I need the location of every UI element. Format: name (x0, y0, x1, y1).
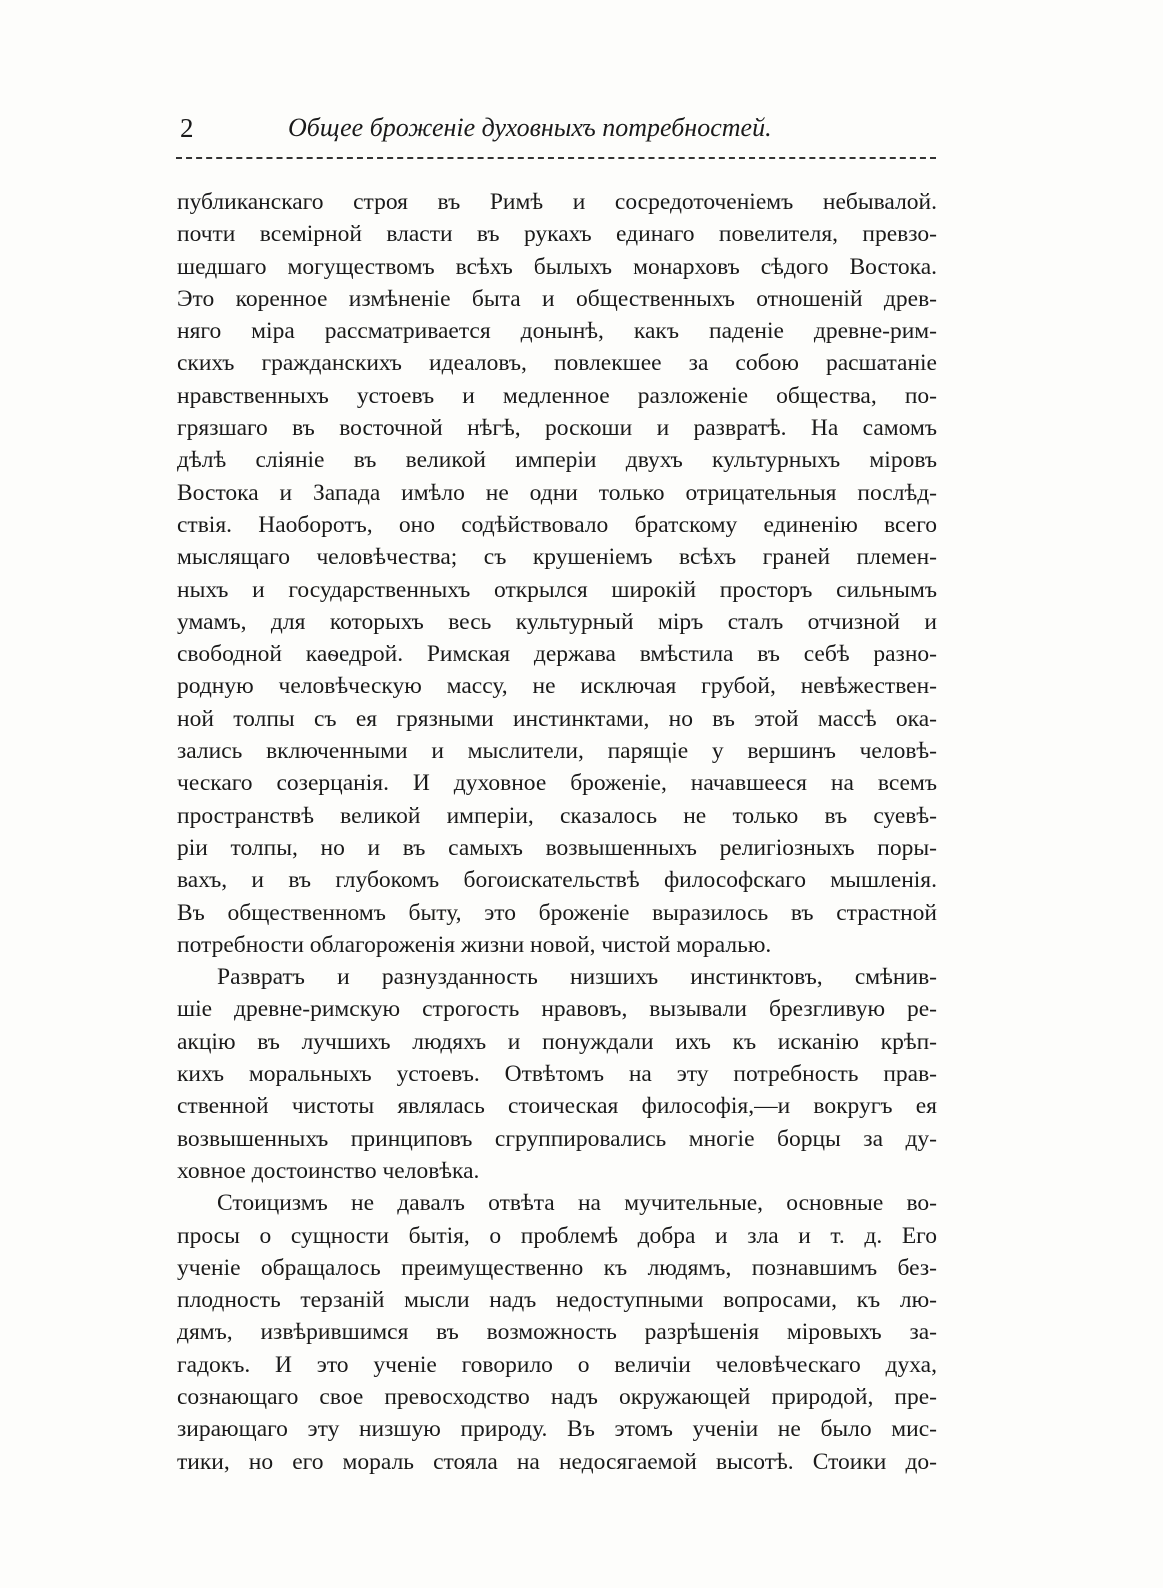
text-line: ныхъ и государственныхъ открылся широкій просторъ сильнымъ (177, 576, 937, 603)
text-line: тики, но его мораль стояла на недосягаемой высотѣ. Стоики до- (177, 1448, 937, 1475)
text-line: сознающаго свое превосходство надъ окружающей природой, пре- (177, 1383, 937, 1410)
running-head (176, 108, 936, 148)
text-line: шіе древне-римскую строгость нравовъ, вызывали брезгливую ре- (177, 996, 937, 1023)
text-line: Это коренное измѣненіе быта и общественныхъ отношеній древ- (177, 285, 937, 312)
text-line: вахъ, и въ глубокомъ богоискательствѣ философскаго мышленія. (177, 867, 937, 894)
text-line: просы о сущности бытія, о проблемѣ добра и зла и т. д. Его (177, 1222, 937, 1249)
text-line: ственной чистоты являлась стоическая философія,—и вокругъ ея (177, 1093, 937, 1120)
body-text (177, 186, 937, 1478)
text-line: ной толпы съ ея грязными инстинктами, но въ этой массѣ ока- (177, 705, 937, 732)
text-line: умамъ, для которыхъ весь культурный міръ сталъ отчизной и (177, 608, 937, 635)
text-line: грязшаго въ восточной нѣгѣ, роскоши и развратѣ. На самомъ (177, 415, 937, 442)
text-line: няго міра рассматривается донынѣ, какъ паденіе древне-рим- (177, 318, 937, 345)
text-line: возвышенныхъ принциповъ сгруппировались многіе борцы за ду- (177, 1125, 937, 1152)
text-line: шедшаго могуществомъ всѣхъ былыхъ монарховъ сѣдого Востока. (177, 253, 937, 280)
text-line: потребности облагороженія жизни новой, чистой моралью. (177, 931, 772, 958)
text-line: Стоицизмъ не давалъ отвѣта на мучительные, основные во- (217, 1190, 937, 1217)
text-line: скихъ гражданскихъ идеаловъ, повлекшее за собою расшатаніе (177, 350, 937, 377)
text-line: ческаго созерцанія. И духовное броженіе, начавшееся на всемъ (177, 770, 937, 797)
text-line: ріи толпы, но и въ самыхъ возвышенныхъ религіозныхъ поры- (177, 834, 937, 861)
text-line: Востока и Запада имѣло не одни только отрицательныя послѣд- (177, 479, 937, 506)
text-line: ученіе обращалось преимущественно къ людямъ, познавшимъ без- (177, 1254, 937, 1281)
text-line: гадокъ. И это ученіе говорило о величіи человѣческаго духа, (177, 1351, 937, 1378)
text-line: мыслящаго человѣчества; съ крушеніемъ всѣхъ граней племен- (177, 544, 937, 571)
text-line: пространствѣ великой имперіи, сказалось не только въ суевѣ- (177, 802, 937, 829)
text-line: родную человѣческую массу, не исключая грубой, невѣжествен- (177, 673, 937, 700)
text-line: публиканскаго строя въ Римѣ и сосредоточеніемъ небывалой. (177, 189, 937, 215)
text-line: акцію въ лучшихъ людяхъ и понуждали ихъ къ исканію крѣп- (177, 1028, 937, 1055)
text-line: зирающаго эту низшую природу. Въ этомъ ученіи не было мис- (177, 1416, 937, 1443)
text-line: почти всемірной власти въ рукахъ единаго повелителя, превзо- (177, 221, 937, 248)
running-title: Общее броженіе духовныхъ потребностей. (288, 113, 772, 142)
text-line: свободной каѳедрой. Римская держава вмѣстила въ себѣ разно- (177, 641, 937, 668)
text-line: Развратъ и разнузданность низшихъ инстинктовъ, смѣнив- (217, 964, 937, 991)
text-line: ховное достоинство человѣка. (177, 1157, 480, 1184)
text-line: дямъ, извѣрившимся въ возможность разрѣшенія міровыхъ за- (177, 1319, 937, 1346)
header-divider (176, 157, 936, 159)
text-line: ствія. Наоборотъ, оно содѣйствовало братскому единенію всего (177, 511, 937, 538)
text-line: нравственныхъ устоевъ и медленное разложеніе общества, по- (177, 382, 937, 409)
text-line: Въ общественномъ быту, это броженіе выразилось въ страстной (177, 899, 937, 926)
text-line: плодность терзаній мысли надъ недоступными вопросами, къ лю- (177, 1287, 937, 1314)
text-line: дѣлѣ сліяніе въ великой имперіи двухъ культурныхъ міровъ (177, 447, 937, 474)
page-number: 2 (180, 113, 194, 143)
text-line: зались включенными и мыслители, парящіе у вершинъ человѣ- (177, 738, 937, 765)
text-line: кихъ моральныхъ устоевъ. Отвѣтомъ на эту потребность прав- (177, 1061, 937, 1088)
